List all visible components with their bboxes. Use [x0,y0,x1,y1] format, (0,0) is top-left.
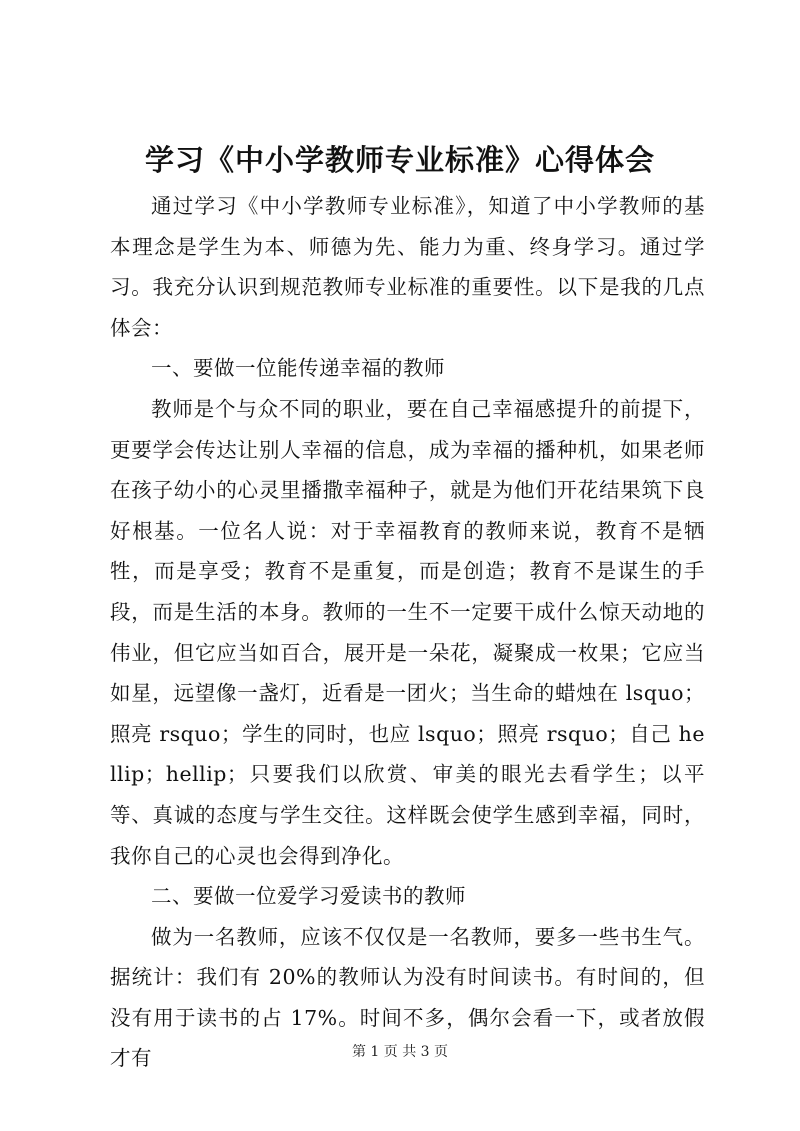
intro-paragraph: 通过学习《中小学教师专业标准》，知道了中小学教师的基本理念是学生为本、师德为先、能力为重、终身学习。通过学习。我充分认识到规范教师专业标准的重要性。以下是我的几点体会： [110,194,705,340]
section-2-paragraph: 做为一名教师，应该不仅仅是一名教师，要多一些书生气。据统计：我们有 20%的教师认为没有时间读书。有时间的，但没有用于读书的占 17%。时间不多，偶尔会看一下，或者放假才有 [110,924,705,1071]
section-1-paragraph: 教师是个与众不同的职业，要在自己幸福感提升的前提下，更要学会传达让别人幸福的信息，成为幸福的播种机，如果老师在孩子幼小的心灵里播撒幸福种子，就是为他们开花结果筑下良好根基。一位名人说：对于幸福教育的教师来说，教育不是牺牲，而是享受；教育不是重复，而是创造；教育不是谋生的手段，而是生活的本身。教师的一生不一定要干成什么惊天动地的伟业，但它应当如百合，展开是一朵花，凝聚成一枚果；它应当如星，远望像一盏灯，近看是一团火；当生命的蜡烛在 lsquo；照亮 rsquo；学生的同时，也应 lsquo；照亮 rsquo；自己 hellip；hellip；只要我们以欣赏、审美的眼光去看学生；以平等、真诚的态度与学生交往。这样既会使学生感到幸福，同时，我你自己的心灵也会得到净化。 [110,396,705,868]
section-heading-1: 一、要做一位能传递幸福的教师 [151,356,445,381]
page-footer: 第 1 页 共 3 页 [351,1044,449,1060]
document-body [110,186,705,1079]
document-title: 学习《中小学教师专业标准》心得体会 [144,143,655,177]
section-heading-2: 二、要做一位爱学习爱读书的教师 [151,884,466,909]
